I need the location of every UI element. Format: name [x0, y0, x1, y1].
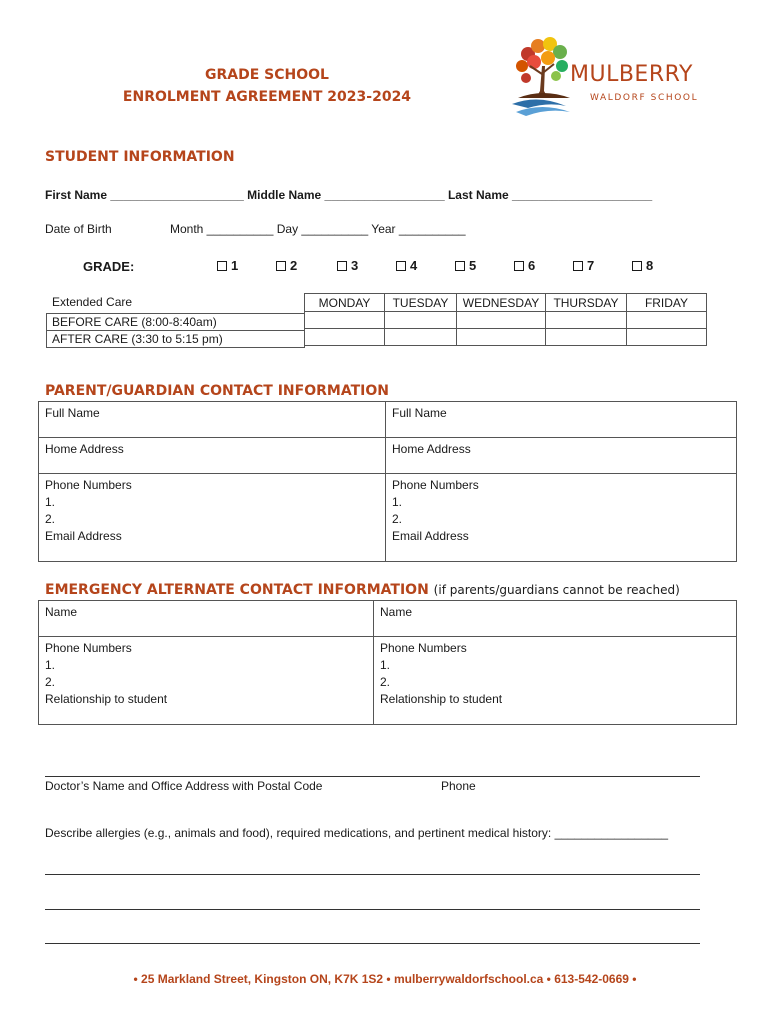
emergency-heading-note: (if parents/guardians cannot be reached)	[433, 583, 680, 597]
after-care-wednesday[interactable]	[457, 329, 546, 346]
before-care-friday[interactable]	[627, 312, 707, 329]
dob-fields[interactable]: Month __________ Day __________ Year __________	[170, 222, 466, 236]
doctor-label: Doctor’s Name and Office Address with Postal Code	[45, 779, 323, 793]
checkbox-icon	[217, 261, 227, 271]
day-header-tuesday: TUESDAY	[385, 294, 457, 312]
phone-2-label: 2.	[380, 675, 391, 689]
checkbox-icon	[632, 261, 642, 271]
field-label: Relationship to student	[45, 692, 168, 706]
parent1-phone-email[interactable]	[39, 474, 386, 562]
allergies-prompt[interactable]: Describe allergies (e.g., animals and food), required medications, and pertinent medical history: _________________	[45, 826, 669, 840]
emergency-contact-table	[38, 600, 737, 725]
parent-info-heading: PARENT/GUARDIAN CONTACT INFORMATION	[45, 383, 389, 399]
grade-option-6[interactable]	[514, 258, 535, 273]
checkbox-icon	[396, 261, 406, 271]
title-line-2: ENROLMENT AGREEMENT 2023-2024	[122, 89, 412, 105]
after-care-thursday[interactable]	[546, 329, 627, 346]
medical-history-line-1[interactable]	[45, 874, 700, 875]
parent1-home-address[interactable]	[39, 438, 386, 474]
field-label: Full Name	[392, 406, 447, 420]
logo-wordmark: MULBERRY	[570, 62, 693, 87]
grade-option-4[interactable]	[396, 258, 417, 273]
phone-1-label: 1.	[45, 658, 56, 672]
student-info-heading: STUDENT INFORMATION	[45, 149, 235, 165]
care-options-table	[46, 313, 305, 348]
parent1-full-name[interactable]	[39, 402, 386, 438]
field-label: Phone Numbers	[380, 641, 467, 655]
care-days-table	[304, 293, 707, 346]
doctor-entry-line[interactable]	[45, 776, 700, 777]
grade-option-5[interactable]	[455, 258, 476, 273]
phone-2-label: 2.	[45, 675, 56, 689]
field-label: Relationship to student	[380, 692, 503, 706]
grade-option-label: 4	[410, 258, 418, 273]
before-care-tuesday[interactable]	[385, 312, 457, 329]
after-care-option: AFTER CARE (3:30 to 5:15 pm)	[47, 331, 305, 348]
phone-1-label: 1.	[380, 658, 391, 672]
phone-2-label: 2.	[392, 512, 403, 526]
emergency2-name[interactable]	[374, 601, 737, 637]
day-header-friday: FRIDAY	[627, 294, 707, 312]
checkbox-icon	[573, 261, 583, 271]
form-title	[108, 64, 426, 108]
day-header-thursday: THURSDAY	[546, 294, 627, 312]
grade-option-label: 5	[469, 258, 477, 273]
parent2-home-address[interactable]	[386, 438, 737, 474]
parent2-phone-email[interactable]	[386, 474, 737, 562]
after-care-friday[interactable]	[627, 329, 707, 346]
title-line-1: GRADE SCHOOL	[205, 67, 329, 83]
phone-1-label: 1.	[45, 495, 56, 509]
field-label: Phone Numbers	[392, 478, 479, 492]
grade-option-label: 1	[231, 258, 239, 273]
grade-option-label: 3	[351, 258, 359, 273]
checkbox-icon	[455, 261, 465, 271]
grade-option-7[interactable]	[573, 258, 594, 273]
logo-subtitle: WALDORF SCHOOL	[590, 93, 699, 103]
field-label: Name	[45, 605, 78, 619]
field-label: Phone Numbers	[45, 478, 132, 492]
after-care-tuesday[interactable]	[385, 329, 457, 346]
emergency1-phone-relationship[interactable]	[39, 637, 374, 725]
doctor-phone-label: Phone	[441, 779, 476, 793]
field-label: Home Address	[392, 442, 471, 456]
grade-option-1[interactable]	[217, 258, 238, 273]
before-care-monday[interactable]	[305, 312, 385, 329]
grade-option-label: 2	[290, 258, 298, 273]
grade-option-2[interactable]	[276, 258, 297, 273]
grade-option-label: 6	[528, 258, 536, 273]
extended-care-label: Extended Care	[52, 295, 133, 309]
field-label: Phone Numbers	[45, 641, 132, 655]
field-label: Name	[380, 605, 413, 619]
medical-history-line-2[interactable]	[45, 909, 700, 910]
grade-option-label: 7	[587, 258, 595, 273]
medical-history-line-3[interactable]	[45, 943, 700, 944]
before-care-wednesday[interactable]	[457, 312, 546, 329]
grade-option-8[interactable]	[632, 258, 653, 273]
after-care-monday[interactable]	[305, 329, 385, 346]
dob-label: Date of Birth	[45, 222, 112, 236]
field-label: Home Address	[45, 442, 124, 456]
checkbox-icon	[514, 261, 524, 271]
day-header-monday: MONDAY	[305, 294, 385, 312]
field-label: Email Address	[392, 529, 469, 543]
phone-2-label: 2.	[45, 512, 56, 526]
school-contact-footer: • 25 Markland Street, Kingston ON, K7K 1S2 • mulberrywaldorfschool.ca • 613-542-0669 •	[133, 972, 637, 986]
field-label: Email Address	[45, 529, 122, 543]
emergency-info-heading	[45, 582, 680, 598]
before-care-thursday[interactable]	[546, 312, 627, 329]
day-header-wednesday: WEDNESDAY	[457, 294, 546, 312]
emergency-heading-text: EMERGENCY ALTERNATE CONTACT INFORMATION	[45, 582, 429, 598]
grade-option-3[interactable]	[337, 258, 358, 273]
checkbox-icon	[337, 261, 347, 271]
phone-1-label: 1.	[392, 495, 403, 509]
parent2-full-name[interactable]	[386, 402, 737, 438]
grade-option-label: 8	[646, 258, 654, 273]
grade-label: GRADE:	[83, 259, 135, 274]
field-label: Full Name	[45, 406, 100, 420]
emergency2-phone-relationship[interactable]	[374, 637, 737, 725]
checkbox-icon	[276, 261, 286, 271]
before-care-option: BEFORE CARE (8:00-8:40am)	[47, 314, 305, 331]
emergency1-name[interactable]	[39, 601, 374, 637]
student-names-line[interactable]: First Name ____________________ Middle Name __________________ Last Name _____________________	[45, 188, 653, 202]
parent-contact-table	[38, 401, 737, 562]
